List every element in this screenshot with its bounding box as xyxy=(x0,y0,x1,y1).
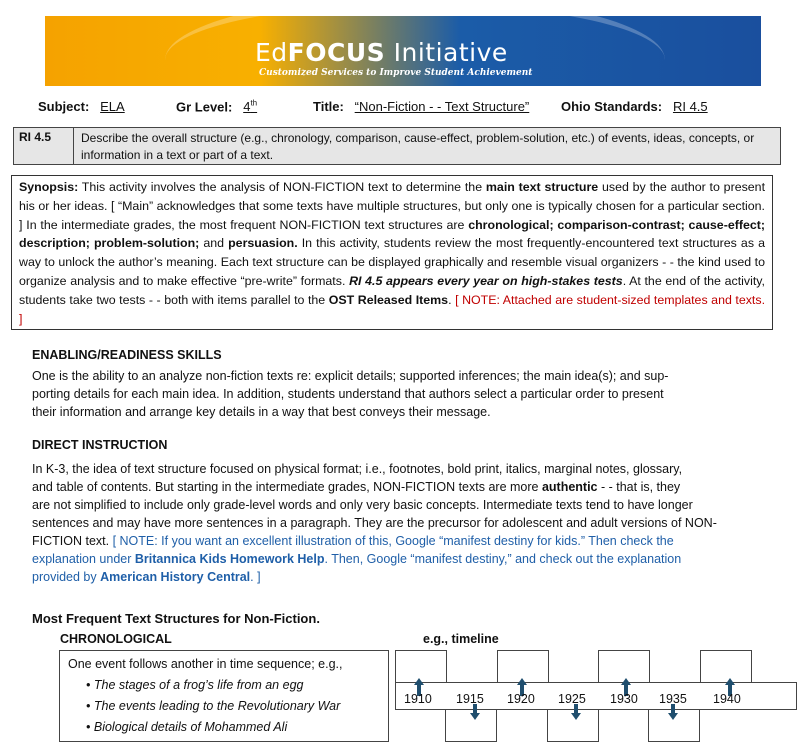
standard-code: RI 4.5 xyxy=(14,128,74,164)
timeline-year: 1940 xyxy=(713,692,741,706)
grade-value: 4th xyxy=(243,99,258,115)
title-value: “Non-Fiction - - Text Structure” xyxy=(354,99,530,114)
standard-description: Describe the overall structure (e.g., chronology, comparison, cause-effect, problem-solution, etc.) of events, ideas, concepts, or information in a text or part of a text. xyxy=(81,131,755,162)
standard-row xyxy=(13,127,781,165)
subject-field: Subject: ELA xyxy=(38,99,125,114)
direct-instruction-heading: DIRECT INSTRUCTION xyxy=(32,438,168,452)
banner-logo: EdFOCUS Initiative xyxy=(255,38,508,67)
enabling-paragraph: One is the ability to an analyze non-fiction texts re: explicit details; supported inferences; the main idea(s); and sup- porting details for each main idea. In addition, students understand that authors select a particular order to present their information and arrange key details in a way that best conveys their message. xyxy=(32,369,669,419)
edfocus-banner xyxy=(45,16,761,86)
chronological-item: • Biological details of Mohammed Ali xyxy=(86,720,288,734)
timeline-year: 1930 xyxy=(610,692,638,706)
timeline-year: 1935 xyxy=(659,692,687,706)
title-field: Title: “Non-Fiction - - Text Structure” xyxy=(313,99,530,114)
timeline-label: e.g., timeline xyxy=(423,632,499,646)
down-arrow-icon xyxy=(470,704,480,720)
subject-value: ELA xyxy=(100,99,125,114)
down-arrow-icon xyxy=(571,704,581,720)
timeline-year: 1910 xyxy=(404,692,432,706)
timeline-year: 1925 xyxy=(558,692,586,706)
banner-tagline: Customized Services to Improve Student Achievement xyxy=(259,68,533,78)
grade-field: Gr Level: 4th xyxy=(176,99,258,115)
chronological-label: CHRONOLOGICAL xyxy=(60,632,172,646)
chronological-item: • The events leading to the Revolutionary War xyxy=(86,699,341,713)
ohio-standards-value: RI 4.5 xyxy=(672,99,708,114)
ohio-standards-field: Ohio Standards: RI 4.5 xyxy=(561,99,708,114)
chronological-box xyxy=(59,650,389,742)
down-arrow-icon xyxy=(668,704,678,720)
timeline-year: 1915 xyxy=(456,692,484,706)
enabling-heading: ENABLING/READINESS SKILLS xyxy=(32,348,222,362)
chronological-intro: One event follows another in time sequence; e.g., xyxy=(68,657,343,671)
synopsis-box: Synopsis: This activity involves the analysis of NON-FICTION text to determine the main text structure used by the author to present his or her ideas. [ “Main” acknowledges that some texts have multiple structures, but only one is typically chosen for a particular section. ] In the intermediate grades, the most frequent NON-FICTION text structures are chronological; comparison-contrast; cause-effect; description; problem-solution; and persuasion. In this activity, students review the most frequently-encountered text structures as a way to unlock the author’s meaning. Each text structure can be displayed graphically and resemble visual organizers - - the kind used to organize analysis and to make effective “pre-write” formats. RI 4.5 appears every year on high-stakes tests. At the end of the activity, students take two tests - - both with items parallel to the OST Released Items. [ NOTE: Attached are student-sized templates and texts. ] xyxy=(11,175,773,330)
synopsis-note: [ NOTE: Attached are student-sized templates and texts. ] xyxy=(19,292,766,326)
timeline-year: 1920 xyxy=(507,692,535,706)
structures-heading: Most Frequent Text Structures for Non-Fiction. xyxy=(32,611,320,626)
chronological-item: • The stages of a frog’s life from an egg xyxy=(86,678,304,692)
direct-instruction-paragraph: In K-3, the idea of text structure focused on physical format; i.e., footnotes, bold print, italics, marginal notes, glossary, and table of contents. But starting in the intermediate grades, NON-FICTION texts are more authentic - - that is, they are not simplified to include only grade-level words and only very basic concepts. Intermediate texts tend to have longer sentences and may have more sentences in a paragraph. They are the precursor for adolescent and adult versions of NON- FICTION text. [ NOTE: If you want an excellent illustration of this, Google “manifest destiny for kids.” Then check the explanation under Britannica Kids Homework Help. Then, Google “manifest destiny,” and check out the explanation provided by American History Central. ] xyxy=(32,462,717,584)
